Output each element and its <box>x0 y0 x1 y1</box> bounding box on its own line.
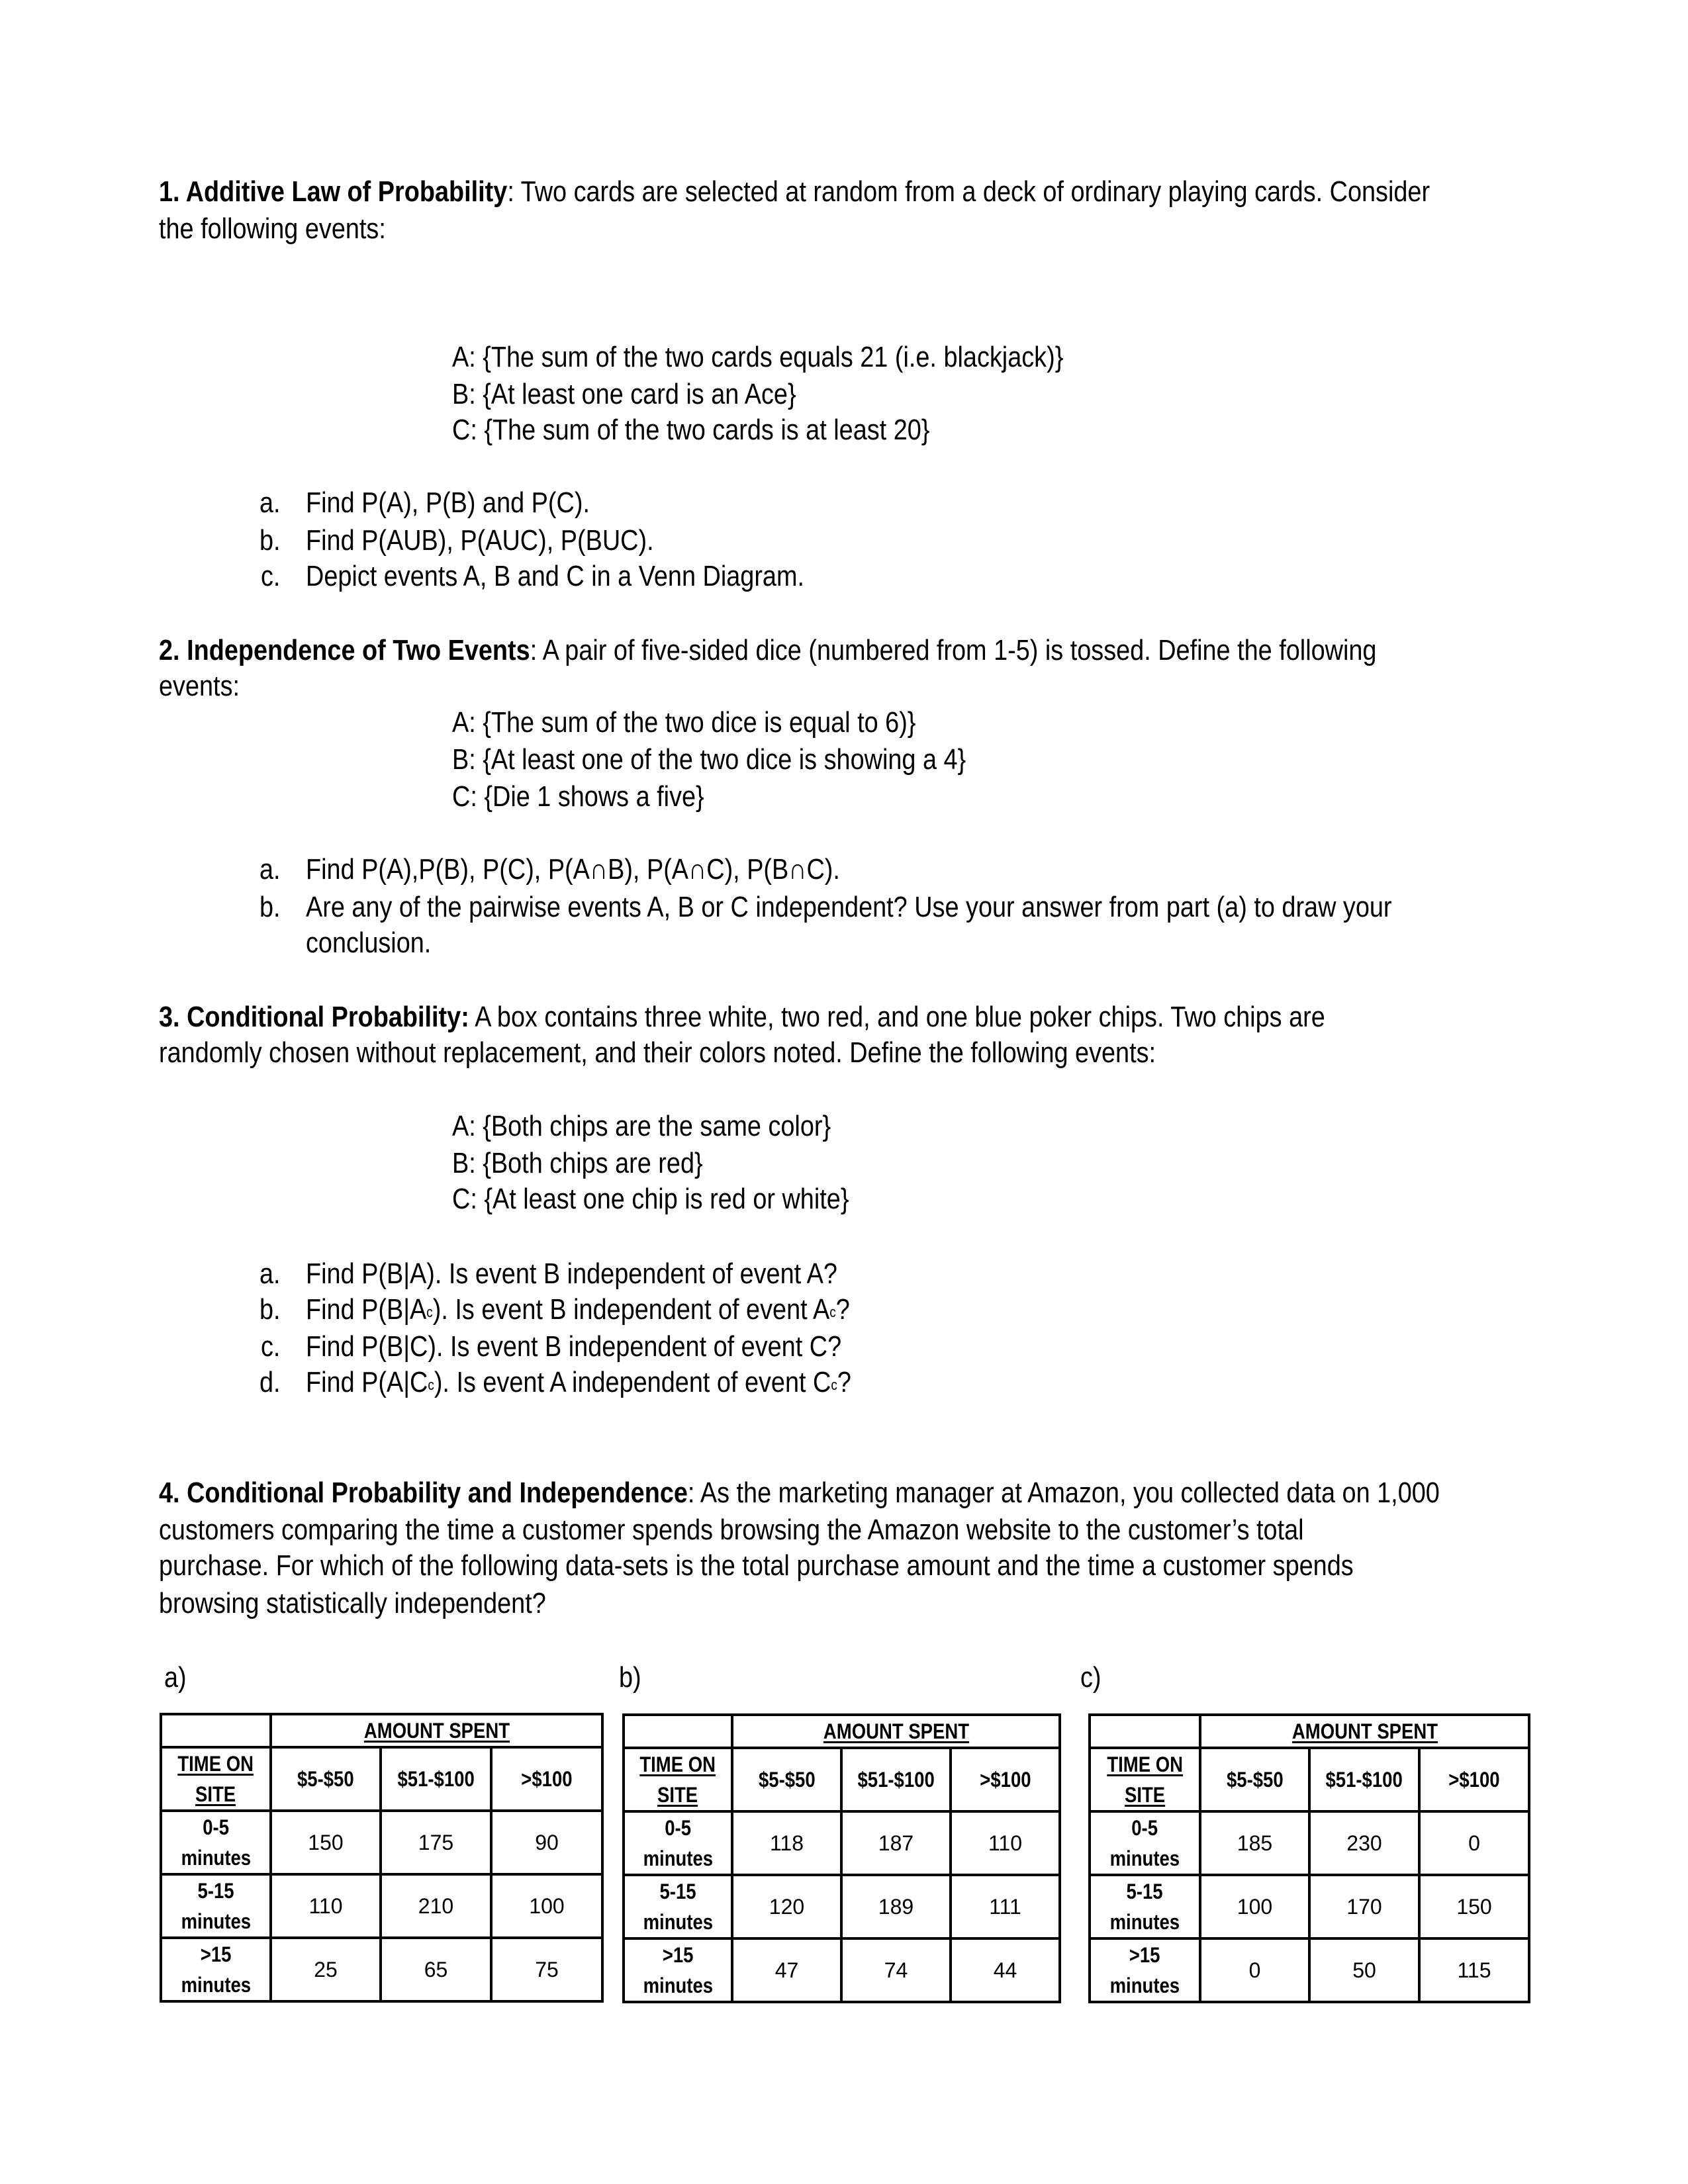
q3-part-c-letter: c. <box>261 1330 281 1363</box>
q1-part-c-letter: c. <box>261 560 281 592</box>
empty-corner-cell <box>1090 1715 1200 1748</box>
table-cell: 100 <box>491 1874 602 1938</box>
q3-part-b-mid: ). Is event B independent of event A <box>432 1293 830 1326</box>
time-on-site-header <box>624 1748 732 1811</box>
row-header-unit: minutes <box>181 1846 251 1870</box>
amount-spent-label: AMOUNT SPENT <box>363 1719 510 1743</box>
table-row <box>161 1811 602 1874</box>
row-header-range: >15 <box>662 1943 694 1967</box>
q2-event-a: A: {The sum of the two dice is equal to 6)} <box>452 706 916 739</box>
q1-event-c: C: {The sum of the two cards is at least 20} <box>452 414 930 446</box>
q4-title: 4. Conditional Probability and Independence <box>159 1477 688 1509</box>
row-header-range: 0-5 <box>203 1815 229 1839</box>
q3-event-b: B: {Both chips are red} <box>452 1147 703 1179</box>
row-header-unit: minutes <box>643 1910 713 1934</box>
amount-spent-header <box>271 1714 602 1747</box>
column-header <box>491 1747 602 1811</box>
q1-intro-text: : Two cards are selected at random from a deck of ordinary playing cards. Consider <box>507 175 1430 208</box>
table-cell: 44 <box>951 1938 1060 2002</box>
q2-title: 2. Independence of Two Events <box>159 634 530 666</box>
row-header-range: 5-15 <box>197 1879 234 1903</box>
row-header-range: 5-15 <box>1126 1880 1164 1903</box>
q3-part-d-letter: d. <box>259 1366 281 1398</box>
table-cell: 118 <box>732 1811 841 1875</box>
contingency-table-b <box>622 1713 1061 2003</box>
q3-intro-text: A box contains three white, two red, and one blue poker chips. Two chips are <box>469 1001 1325 1033</box>
table-cell: 90 <box>491 1811 602 1874</box>
row-header <box>161 1811 271 1874</box>
complement-superscript: c <box>426 1304 433 1320</box>
q1-part-b-text: Find P(AUB), P(AUC), P(BUC). <box>306 524 654 557</box>
contingency-table-a <box>160 1713 604 2003</box>
q2-part-a-text: Find P(A),P(B), P(C), P(A∩B), P(A∩C), P(B∩C). <box>306 853 840 886</box>
table-cell: 0 <box>1419 1811 1529 1875</box>
table-cell: 110 <box>271 1874 381 1938</box>
column-header-label: $5-$50 <box>297 1767 354 1791</box>
row-header-range: 0-5 <box>665 1816 691 1840</box>
column-header-label: $51-$100 <box>857 1768 935 1792</box>
column-header <box>381 1747 491 1811</box>
q2-part-b-continuation: conclusion. <box>306 927 432 959</box>
column-header-label: >$100 <box>521 1767 573 1791</box>
q1-intro-line-2: the following events: <box>159 212 386 245</box>
q1-event-a: A: {The sum of the two cards equals 21 (i.e. blackjack)} <box>452 341 1064 373</box>
table-cell: 175 <box>381 1811 491 1874</box>
row-header <box>1090 1938 1200 2002</box>
column-header <box>841 1748 951 1811</box>
q1-event-b: B: {At least one card is an Ace} <box>452 378 796 410</box>
q3-part-b-text <box>306 1291 850 1328</box>
q4-intro-line-4: browsing statistically independent? <box>159 1587 546 1619</box>
row-header-range: 0-5 <box>1131 1816 1158 1840</box>
q3-intro-line-2: randomly chosen without replacement, and their colors noted. Define the following events: <box>159 1036 1156 1069</box>
table-b-label: b) <box>619 1661 641 1694</box>
q3-part-b-letter: b. <box>259 1293 281 1326</box>
table-cell: 230 <box>1309 1811 1419 1875</box>
amount-spent-header <box>1200 1715 1529 1748</box>
row-header-unit: minutes <box>1109 1910 1180 1934</box>
row-header <box>1090 1875 1200 1938</box>
row-header-unit: minutes <box>181 1909 251 1933</box>
q4-intro-line-2: customers comparing the time a customer spends browsing the Amazon website to the customer’s total <box>159 1514 1304 1546</box>
time-on-site-header <box>161 1747 271 1811</box>
row-header <box>624 1875 732 1938</box>
table-cell: 187 <box>841 1811 951 1875</box>
q1-part-a-text: Find P(A), P(B) and P(C). <box>306 486 590 519</box>
column-header <box>271 1747 381 1811</box>
column-header <box>951 1748 1060 1811</box>
row-header-range: >15 <box>200 1942 232 1966</box>
q3-part-b-pre: Find P(B|A <box>306 1293 427 1326</box>
time-on-label: TIME ON <box>1107 1752 1183 1776</box>
q2-intro-line-1 <box>159 632 1376 669</box>
table-cell: 185 <box>1200 1811 1309 1875</box>
table-cell: 65 <box>381 1938 491 2001</box>
row-header <box>161 1874 271 1938</box>
q1-intro-line-1 <box>159 173 1430 210</box>
row-header <box>624 1938 732 2002</box>
q2-part-a-letter: a. <box>259 853 281 886</box>
row-header <box>161 1938 271 2001</box>
q2-intro-line-2: events: <box>159 670 240 702</box>
table-cell: 120 <box>732 1875 841 1938</box>
row-header-range: >15 <box>1129 1943 1160 1967</box>
time-on-site-header <box>1090 1748 1200 1811</box>
q2-intro-text: : A pair of five-sided dice (numbered from 1-5) is tossed. Define the following <box>530 634 1377 666</box>
q2-event-c: C: {Die 1 shows a five} <box>452 780 704 813</box>
q3-part-c-text: Find P(B|C). Is event B independent of event C? <box>306 1330 842 1363</box>
table-cell: 189 <box>841 1875 951 1938</box>
table-row <box>624 1811 1060 1875</box>
row-header-unit: minutes <box>643 1846 713 1870</box>
site-label: SITE <box>1124 1783 1166 1807</box>
table-row <box>1090 1811 1529 1875</box>
q3-event-a: A: {Both chips are the same color} <box>452 1110 831 1142</box>
q3-part-d-mid: ). Is event A independent of event C <box>434 1366 831 1398</box>
q3-part-a-text: Find P(B|A). Is event B independent of event A? <box>306 1257 837 1290</box>
q3-title: 3. Conditional Probability: <box>159 1001 469 1033</box>
table-row <box>1090 1938 1529 2002</box>
table-cell: 0 <box>1200 1938 1309 2002</box>
table-cell: 74 <box>841 1938 951 2002</box>
q1-title: 1. Additive Law of Probability <box>159 175 508 208</box>
column-header-label: >$100 <box>1448 1768 1500 1792</box>
q1-part-a-letter: a. <box>259 486 281 519</box>
time-on-label: TIME ON <box>639 1752 716 1776</box>
table-row <box>624 1875 1060 1938</box>
amount-spent-header <box>732 1715 1060 1748</box>
table-cell: 100 <box>1200 1875 1309 1938</box>
q3-part-d-text <box>306 1364 851 1401</box>
table-row <box>161 1938 602 2001</box>
q2-event-b: B: {At least one of the two dice is showing a 4} <box>452 743 966 776</box>
table-cell: 150 <box>271 1811 381 1874</box>
q3-part-d-post: ? <box>837 1366 851 1398</box>
site-label: SITE <box>657 1783 698 1807</box>
row-header-unit: minutes <box>181 1973 251 1997</box>
table-row <box>1090 1875 1529 1938</box>
table-cell: 47 <box>732 1938 841 2002</box>
table-cell: 50 <box>1309 1938 1419 2002</box>
q3-event-c: C: {At least one chip is red or white} <box>452 1183 849 1215</box>
q3-part-a-letter: a. <box>259 1257 281 1290</box>
table-c-label: c) <box>1080 1661 1102 1694</box>
table-cell: 115 <box>1419 1938 1529 2002</box>
empty-corner-cell <box>624 1715 732 1748</box>
table-cell: 110 <box>951 1811 1060 1875</box>
contingency-table-c <box>1088 1713 1530 2003</box>
table-cell: 111 <box>951 1875 1060 1938</box>
q3-part-d-pre: Find P(A|C <box>306 1366 428 1398</box>
q1-part-b-letter: b. <box>259 524 281 557</box>
column-header <box>1309 1748 1419 1811</box>
row-header-range: 5-15 <box>659 1880 696 1903</box>
row-header-unit: minutes <box>643 1974 713 1997</box>
row-header <box>624 1811 732 1875</box>
q2-part-b-text: Are any of the pairwise events A, B or C independent? Use your answer from part (a) to draw your <box>306 891 1392 923</box>
column-header-label: $5-$50 <box>1226 1768 1284 1792</box>
column-header-label: $51-$100 <box>397 1767 475 1791</box>
table-cell: 75 <box>491 1938 602 2001</box>
table-cell: 210 <box>381 1874 491 1938</box>
q2-part-b-letter: b. <box>259 891 281 923</box>
site-label: SITE <box>195 1782 236 1806</box>
amount-spent-label: AMOUNT SPENT <box>1291 1719 1438 1743</box>
empty-corner-cell <box>161 1714 271 1747</box>
q4-intro-text: : As the marketing manager at Amazon, you collected data on 1,000 <box>687 1477 1440 1509</box>
column-header-label: $5-$50 <box>758 1768 816 1792</box>
table-a-label: a) <box>164 1661 187 1694</box>
amount-spent-label: AMOUNT SPENT <box>823 1719 969 1743</box>
complement-superscript: c <box>829 1304 836 1320</box>
table-cell: 25 <box>271 1938 381 2001</box>
q4-intro-line-1 <box>159 1475 1440 1512</box>
row-header-unit: minutes <box>1109 1974 1180 1997</box>
q3-intro-line-1 <box>159 999 1325 1036</box>
table-row <box>161 1874 602 1938</box>
q3-part-b-post: ? <box>835 1293 850 1326</box>
table-row <box>624 1938 1060 2002</box>
column-header-label: $51-$100 <box>1325 1768 1403 1792</box>
column-header <box>1200 1748 1309 1811</box>
column-header <box>1419 1748 1529 1811</box>
table-cell: 170 <box>1309 1875 1419 1938</box>
q1-part-c-text: Depict events A, B and C in a Venn Diagram. <box>306 560 805 592</box>
complement-superscript: c <box>831 1377 837 1393</box>
complement-superscript: c <box>428 1377 434 1393</box>
row-header-unit: minutes <box>1109 1846 1180 1870</box>
column-header <box>732 1748 841 1811</box>
q4-intro-line-3: purchase. For which of the following data-sets is the total purchase amount and the time a customer spends <box>159 1549 1354 1582</box>
column-header-label: >$100 <box>979 1768 1031 1792</box>
row-header <box>1090 1811 1200 1875</box>
table-cell: 150 <box>1419 1875 1529 1938</box>
time-on-label: TIME ON <box>177 1752 254 1776</box>
